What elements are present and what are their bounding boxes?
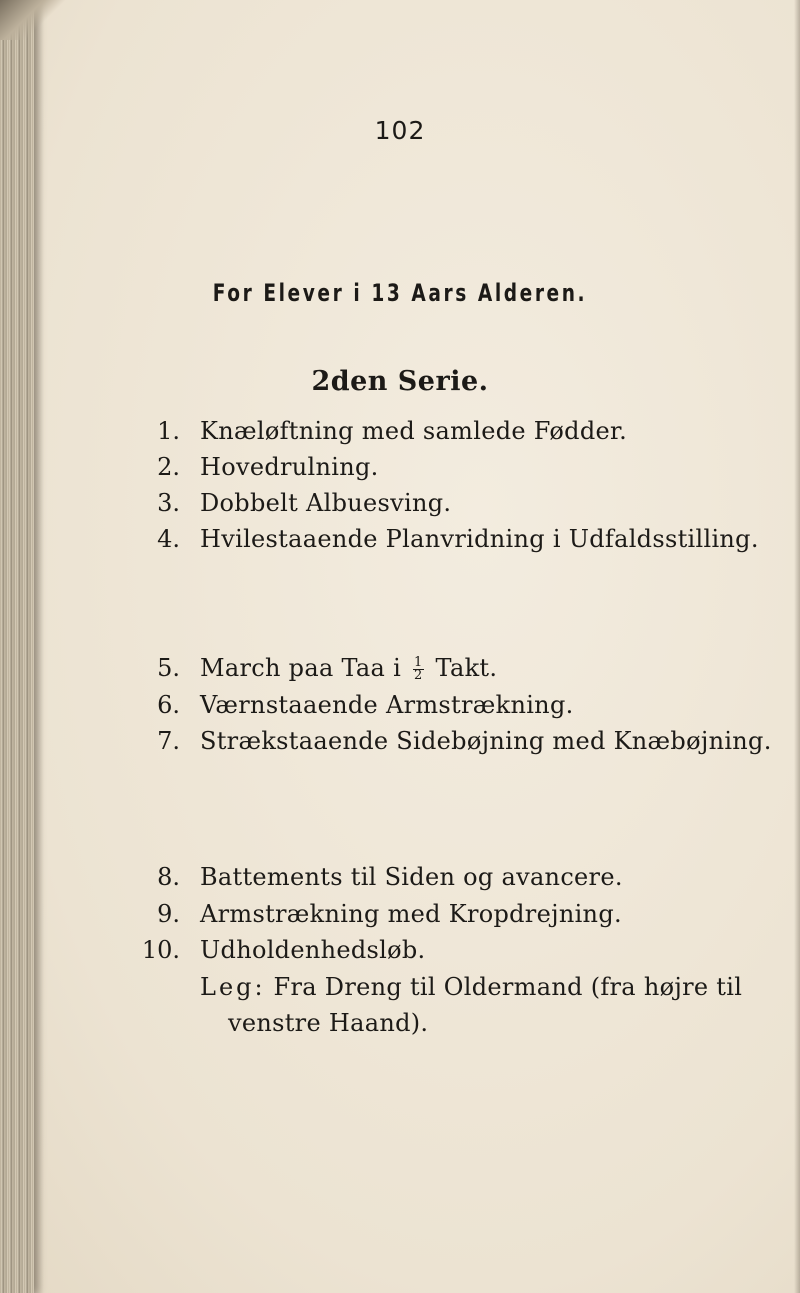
exercise-number: 9. [157,900,180,928]
exercise-text: Udholdenhedsløb. [200,936,426,964]
page-corner-shadow [0,0,70,40]
exercise-number: 5. [157,654,180,682]
exercise-number: 4. [157,525,180,553]
page-heading: For Elever i 13 Aars Alderen. [212,279,588,307]
game-entry [200,969,760,1041]
exercise-text: Strækstaaende Sidebøjning med Knæbøjning. [200,727,772,755]
exercise-text: Hovedrulning. [200,453,379,481]
exercise-text: Dobbelt Albuesving. [200,489,452,517]
exercise-text: Battements til Siden og avancere. [200,863,623,891]
exercise-text-before: March paa Taa i [200,654,402,682]
exercise-text [200,651,497,685]
fraction-numerator: 1 [414,655,423,670]
exercise-text: Værnstaaende Armstrækning. [200,691,574,719]
exercise-number: 6. [157,691,180,719]
exercise-number: 7. [157,727,180,755]
exercise-text: Knæløftning med samlede Fødder. [200,417,628,445]
exercise-number: 10. [141,936,180,964]
game-text-line2: venstre Haand). [228,1009,429,1037]
exercise-text: Hvilestaaende Planvridning i Udfaldsstilling. [200,525,759,553]
game-text-line1: Fra Dreng til Oldermand (fra højre til [273,973,743,1001]
page-number: 102 [374,116,426,145]
exercise-number: 2. [157,453,180,481]
fraction [413,657,424,682]
exercise-text: Armstrækning med Kropdrejning. [200,900,622,928]
exercise-number: 1. [157,417,180,445]
exercise-number: 8. [157,863,180,891]
book-binding-edge [0,0,34,1293]
fraction-denominator: 2 [414,668,423,683]
exercise-text-after: Takt. [435,654,498,682]
game-label: Leg: [200,973,266,1001]
page-right-edge [794,0,800,1293]
series-title: 2den Serie. [311,366,489,397]
exercise-number: 3. [157,489,180,517]
